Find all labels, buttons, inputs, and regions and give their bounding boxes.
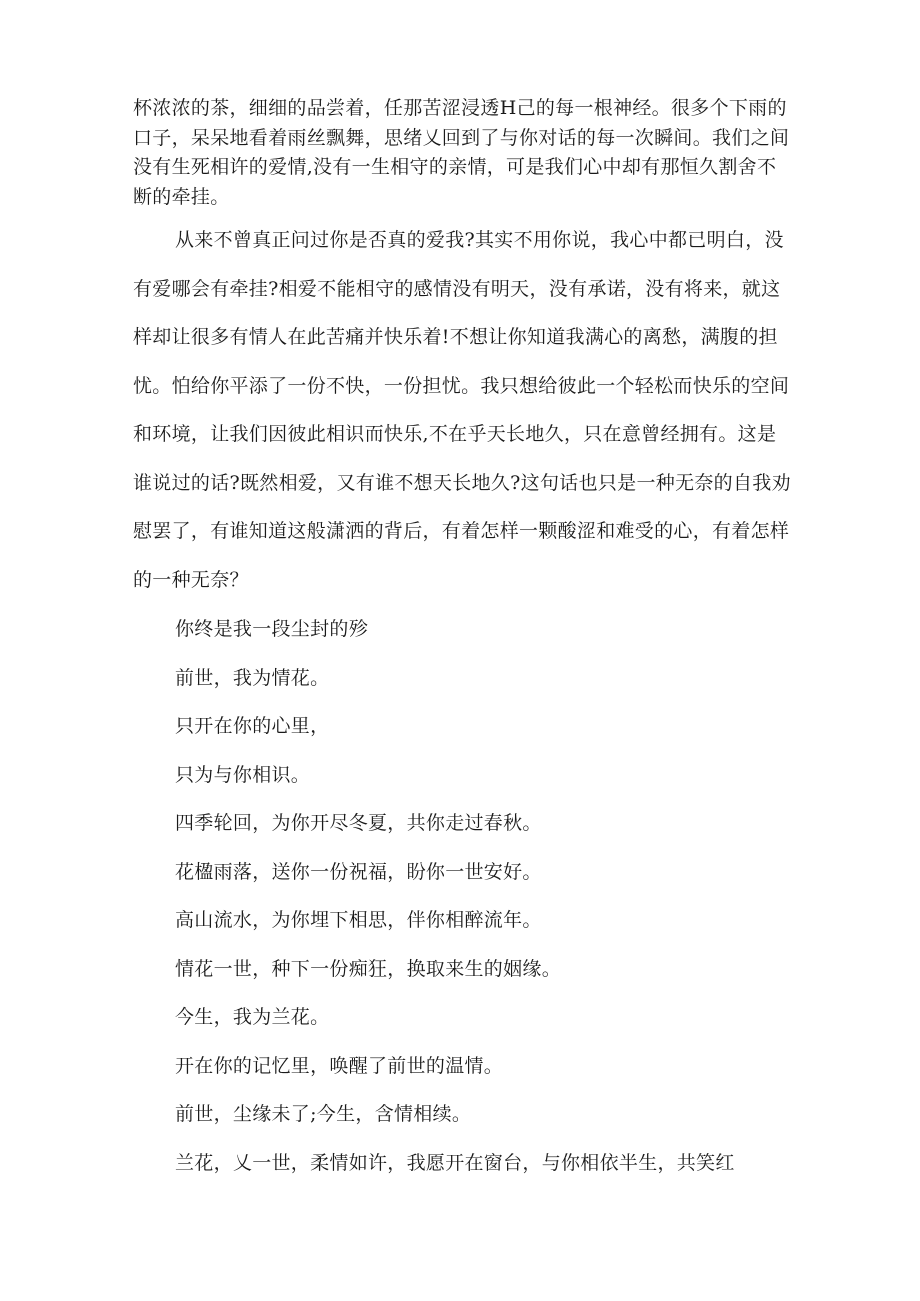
poem-line: 四季轮回，为你开尽冬夏，共你走过春秋。	[175, 812, 542, 834]
poem-line: 只开在你的心里，	[175, 715, 330, 737]
poem-line: 今生，我为兰花。	[175, 1006, 330, 1028]
poem-line: 你终是我一段尘封的殄	[175, 618, 369, 640]
poem-line: 前世，我为情花。	[175, 666, 330, 689]
poem-line: 情花一世，种下一份痴狂，换取来生的姻缘。	[175, 957, 562, 980]
poem-line: 花楹雨落，送你一份祝福，盼你一世安好。	[175, 860, 542, 883]
paragraph-1: 杯浓浓的茶，细细的品尝着，任那苦涩浸透H己的每一根神经。很多个下雨的口子，呆呆地看着雨丝飘舞，思绪乂回到了与你对话的每一次瞬间。我们之间没有生死相许的爱情,没有一生相守的亲情，可是我们心中却有那恒久割舍不断的牵挂。	[133, 97, 790, 208]
poem-line: 高山流水，为你埋下相思，伴你相醉流年。	[175, 909, 542, 931]
poem	[175, 605, 795, 1187]
poem-line: 只为与你相识。	[175, 763, 311, 786]
poem-line: 兰花，乂一世，柔情如许，我愿开在窗台，与你相依半生，共笑红	[175, 1151, 735, 1174]
poem-line: 开在你的记忆里，唤醒了前世的温情。	[175, 1054, 504, 1077]
paragraph-2: 从来不曾真正问过你是否真的爱我?其实不用你说，我心中都已明白，没有爱哪会有牵挂?相爱不能相守的感情没有明天，没有承诺，没有将来，就这样却让很多有情人在此苦痛并快乐着!不想让你知道我满心的离愁，满腹的担忧。怕给你平添了一份不快，一份担忧。我只想给彼此一个轻松而快乐的空间和环境，让我们因彼此相识而快乐,不在乎天长地久，只在意曾经拥有。这是谁说过的话?既然相爱，又有谁不想天长地久?这句话也只是一种无奈的自我劝慰罢了，有谁知道这般潇洒的背后，有着怎样一颗酸涩和难受的心，有着怎样的一种无奈？	[133, 229, 791, 591]
poem-line: 前世，尘缘未了;今生，含情相续。	[175, 1103, 472, 1125]
